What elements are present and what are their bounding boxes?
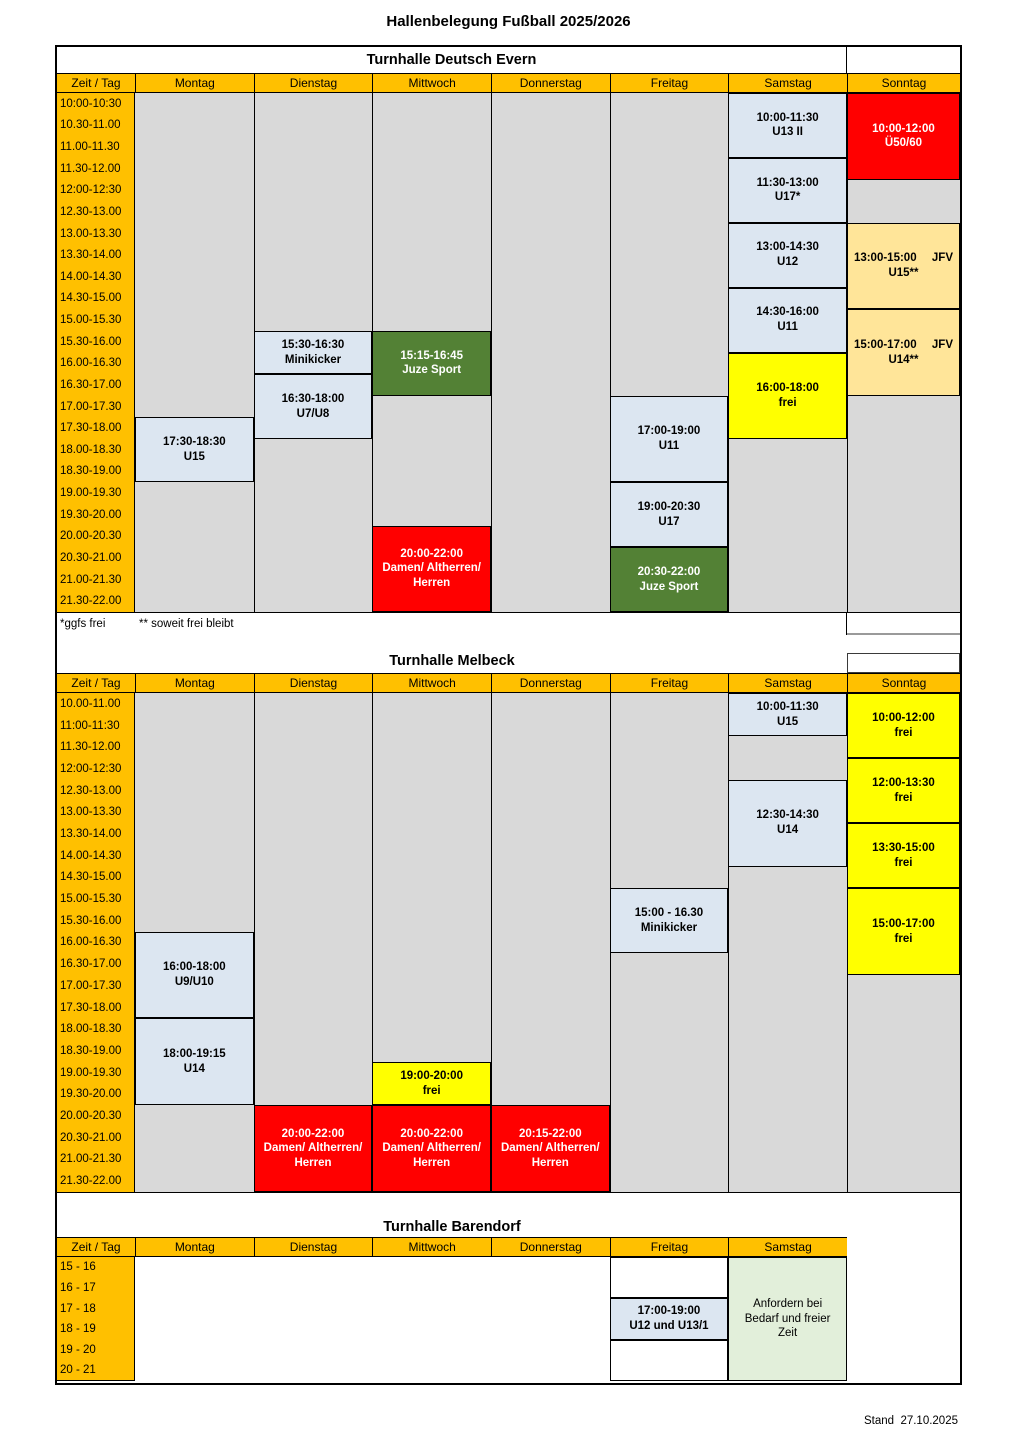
day-header-freitag: Freitag (610, 74, 729, 92)
time-slot-label: 14.30-15.00 (57, 867, 135, 889)
event-melbeck-mittwoch-3 (372, 1062, 491, 1105)
grid-artifact-line (847, 633, 960, 635)
event-melbeck-samstag-7 (728, 693, 847, 736)
day-header-mittwoch: Mittwoch (372, 1238, 491, 1256)
event-label: Minikicker (640, 921, 698, 934)
header-row-melbeck (57, 673, 960, 693)
time-slot-label: 15 - 16 (57, 1257, 135, 1278)
time-slot-label: 18.00-18.30 (57, 1018, 135, 1040)
time-slot-label: 14.00-14.30 (57, 845, 135, 867)
empty-cell (610, 1340, 729, 1381)
event-deutsch-evern-samstag-8 (728, 93, 847, 158)
event-label: U14 (183, 1062, 205, 1075)
event-time: 10:00-12:00 (872, 711, 935, 724)
event-tag: JFV (931, 338, 953, 351)
event-time: 13:00-14:30 (756, 241, 819, 254)
event-label: frei (894, 932, 913, 945)
event-time: 16:30-18:00 (281, 392, 345, 405)
event-melbeck-dienstag-2 (254, 1105, 373, 1192)
day-header-samstag: Samstag (728, 674, 847, 692)
event-label: frei (894, 856, 913, 869)
footnotes-row (57, 613, 847, 635)
event-label: Damen/ Altherren/ (263, 1142, 363, 1155)
event-deutsch-evern-mittwoch-3 (372, 331, 491, 396)
day-header-dienstag: Dienstag (254, 674, 373, 692)
event-first-line (848, 338, 959, 353)
event-label: U11 (658, 440, 680, 452)
day-header-sonntag: Sonntag (847, 74, 960, 92)
event-time: 15:00-17:00 (853, 338, 917, 351)
time-slot-label: 11.30-12.00 (57, 158, 135, 180)
event-label: frei (894, 726, 913, 739)
day-column-dienstag (254, 1257, 373, 1381)
event-first-line (848, 251, 959, 266)
event-label: frei (894, 791, 913, 804)
event-melbeck-donnerstag-5 (491, 1105, 610, 1192)
event-label: U11 (777, 321, 798, 334)
event-time: 18:00-19:15 (163, 1048, 226, 1061)
time-slot-label: 17.00-17.30 (57, 975, 135, 997)
time-slot-label: 18.00-18.30 (57, 439, 135, 461)
time-slot-label: 15.00-15.30 (57, 888, 135, 910)
event-time: 13:30-15:00 (872, 841, 935, 854)
time-slot-label: 13.00-13.30 (57, 223, 135, 245)
event-deutsch-evern-dienstag-1 (254, 331, 373, 374)
body-barendorf (57, 1257, 847, 1381)
table-title-melbeck: Turnhalle Melbeck (389, 653, 515, 669)
event-label: U9/U10 (174, 976, 214, 989)
time-slot-label: 21.00-21.30 (57, 1149, 135, 1171)
event-deutsch-evern-samstag-12 (728, 353, 847, 440)
event-time: 16:00-18:00 (756, 382, 819, 395)
event-label: Bedarf und freier (744, 1312, 831, 1325)
day-header-dienstag: Dienstag (254, 74, 373, 92)
time-slot-label: 18.30-19.00 (57, 1040, 135, 1062)
time-slot-label: 21.00-21.30 (57, 569, 135, 591)
event-label: U14 (777, 824, 799, 837)
time-slot-label: 17.30-18.00 (57, 417, 135, 439)
event-time: 10:00-11:30 (756, 700, 819, 713)
time-slot-label: 19.00-19.30 (57, 1062, 135, 1084)
day-column-montag (135, 1257, 254, 1381)
event-deutsch-evern-sonntag-13 (847, 93, 960, 180)
day-header-mittwoch: Mittwoch (372, 674, 491, 692)
zeit-tag-header: Zeit / Tag (57, 674, 135, 692)
time-slot-label: 19 - 20 (57, 1340, 135, 1361)
event-time: 20:15-22:00 (518, 1127, 582, 1140)
event-deutsch-evern-dienstag-2 (254, 374, 373, 439)
event-label: U12 (777, 256, 799, 269)
event-deutsch-evern-samstag-9 (728, 158, 847, 223)
footnote-ggfs-frei: *ggfs frei (60, 618, 106, 630)
event-time: 10:00-12:00 (872, 122, 935, 135)
event-label: Juze Sport (402, 364, 462, 377)
time-slot-label: 13.30-14.00 (57, 244, 135, 266)
event-label: Minikicker (284, 353, 342, 366)
day-header-samstag: Samstag (728, 1238, 847, 1256)
event-label: U17 (658, 515, 680, 528)
event-label: Zeit (778, 1327, 798, 1340)
event-deutsch-evern-freitag-7 (610, 547, 729, 612)
grid-artifact-cell (847, 653, 960, 673)
time-slot-label: 11.30-12.00 (57, 736, 135, 758)
footnote-soweit-frei: ** soweit frei bleibt (139, 618, 234, 630)
time-slot-label: 18 - 19 (57, 1319, 135, 1340)
event-tag: JFV (931, 252, 953, 265)
event-time: 16:00-18:00 (163, 961, 226, 974)
header-row-deutsch-evern (57, 73, 960, 93)
time-slot-label: 10.00-11.00 (57, 693, 135, 715)
event-label: U15 (777, 715, 799, 728)
day-column-donnerstag (491, 1257, 610, 1381)
event-time: 13:00-15:00 (853, 252, 917, 265)
time-slot-label: 17 - 18 (57, 1298, 135, 1319)
event-label: Herren (413, 577, 451, 590)
event-label: frei (778, 396, 797, 409)
event-label: Juze Sport (639, 580, 699, 593)
day-header-donnerstag: Donnerstag (491, 674, 610, 692)
zeit-tag-header: Zeit / Tag (57, 74, 135, 92)
event-barendorf-samstag-1 (728, 1257, 847, 1381)
day-header-freitag: Freitag (610, 1238, 729, 1256)
time-slot-label: 20.30-21.00 (57, 1127, 135, 1149)
time-slot-label: 11:00-11:30 (57, 715, 135, 737)
day-header-freitag: Freitag (610, 674, 729, 692)
time-slot-label: 16.00-16.30 (57, 353, 135, 375)
header-row-barendorf (57, 1237, 847, 1257)
event-time: 15:15-16:45 (400, 349, 463, 362)
event-label: U12 und U13/1 (629, 1319, 709, 1332)
event-melbeck-sonntag-10 (847, 758, 960, 823)
day-column-mittwoch (372, 1257, 491, 1381)
day-header-sonntag: Sonntag (847, 674, 960, 692)
event-label: U7/U8 (296, 407, 330, 420)
day-header-samstag: Samstag (728, 74, 847, 92)
event-melbeck-montag-0 (135, 932, 254, 1019)
event-label: Herren (294, 1156, 332, 1169)
event-team: U14** (888, 353, 919, 366)
event-time: Anfordern bei (753, 1297, 823, 1310)
event-time: 15:00 - 16.30 (634, 907, 704, 920)
zeit-tag-header: Zeit / Tag (57, 1238, 135, 1256)
event-time: 15:30-16:30 (281, 338, 345, 351)
page-title: Hallenbelegung Fußball 2025/2026 (386, 13, 631, 30)
event-time: 19:00-20:30 (637, 500, 701, 513)
empty-cell (610, 1257, 729, 1298)
time-slot-label: 18.30-19.00 (57, 461, 135, 483)
day-header-montag: Montag (135, 1238, 254, 1256)
time-slot-label: 13.30-14.00 (57, 823, 135, 845)
event-time: 17:00-19:00 (637, 1305, 701, 1318)
event-melbeck-sonntag-12 (847, 888, 960, 975)
event-time: 20:00-22:00 (400, 547, 463, 560)
time-slot-label: 20.30-21.00 (57, 547, 135, 569)
event-time: 17:30-18:30 (163, 436, 226, 449)
time-slot-label: 15.30-16.00 (57, 331, 135, 353)
day-header-montag: Montag (135, 74, 254, 92)
event-time: 14:30-16:00 (756, 306, 819, 319)
event-time: 15:00-17:00 (872, 917, 935, 930)
event-deutsch-evern-mittwoch-4 (372, 526, 491, 613)
event-deutsch-evern-sonntag-15 (847, 309, 960, 396)
event-melbeck-samstag-8 (728, 780, 847, 867)
day-column-montag (135, 93, 254, 612)
day-header-mittwoch: Mittwoch (372, 74, 491, 92)
time-slot-label: 10.30-11.00 (57, 115, 135, 137)
event-label: U17* (774, 191, 801, 204)
event-label: frei (422, 1084, 441, 1097)
event-deutsch-evern-montag-0 (135, 417, 254, 482)
time-slot-label: 15.30-16.00 (57, 910, 135, 932)
event-melbeck-sonntag-11 (847, 823, 960, 888)
event-time: 10:00-11:30 (756, 111, 819, 124)
event-deutsch-evern-sonntag-14 (847, 223, 960, 310)
time-slot-label: 20.00-20.30 (57, 1105, 135, 1127)
time-slot-label: 20.00-20.30 (57, 526, 135, 548)
time-slot-label: 12.30-13.00 (57, 201, 135, 223)
day-header-montag: Montag (135, 674, 254, 692)
stand-date: Stand 27.10.2025 (864, 1415, 958, 1427)
day-header-donnerstag: Donnerstag (491, 1238, 610, 1256)
event-deutsch-evern-samstag-10 (728, 223, 847, 288)
event-label: Ü50/60 (884, 137, 923, 150)
time-slot-label: 16.00-16.30 (57, 932, 135, 954)
event-time: 20:00-22:00 (281, 1127, 345, 1140)
time-slot-label: 16.30-17.00 (57, 953, 135, 975)
time-slot-label: 16.30-17.00 (57, 374, 135, 396)
event-melbeck-montag-1 (135, 1018, 254, 1105)
time-slot-label: 19.30-20.00 (57, 504, 135, 526)
time-slot-label: 11.00-11.30 (57, 136, 135, 158)
table-title-deutsch-evern: Turnhalle Deutsch Evern (57, 47, 847, 73)
time-slot-label: 21.30-22.00 (57, 1170, 135, 1192)
time-slot-label: 13.00-13.30 (57, 801, 135, 823)
time-slot-label: 19.00-19.30 (57, 482, 135, 504)
time-slot-label: 14.00-14.30 (57, 266, 135, 288)
event-label: Damen/ Altherren/ (382, 1142, 481, 1155)
day-header-dienstag: Dienstag (254, 1238, 373, 1256)
time-slot-label: 17.00-17.30 (57, 396, 135, 418)
event-melbeck-sonntag-9 (847, 693, 960, 758)
time-slot-label: 17.30-18.00 (57, 997, 135, 1019)
body-deutsch-evern (57, 93, 960, 613)
event-label: Herren (531, 1156, 569, 1169)
time-slot-label: 12.30-13.00 (57, 780, 135, 802)
event-label: Damen/ Altherren/ (382, 562, 481, 575)
time-slot-label: 12:00-12:30 (57, 180, 135, 202)
time-slot-label: 19.30-20.00 (57, 1084, 135, 1106)
time-slot-label: 16 - 17 (57, 1278, 135, 1299)
day-column-samstag (728, 693, 847, 1192)
event-label: U13 II (772, 126, 803, 139)
event-label: U15 (183, 450, 205, 463)
table-title-barendorf: Turnhalle Barendorf (383, 1219, 521, 1235)
event-barendorf-freitag-0 (610, 1298, 729, 1339)
event-time: 17:00-19:00 (637, 425, 701, 438)
event-time: 20:30-22:00 (637, 565, 701, 578)
time-slot-label: 21.30-22.00 (57, 590, 135, 612)
event-time: 20:00-22:00 (400, 1127, 463, 1140)
day-column-donnerstag (491, 93, 610, 612)
day-header-donnerstag: Donnerstag (491, 74, 610, 92)
event-deutsch-evern-samstag-11 (728, 288, 847, 353)
event-deutsch-evern-freitag-5 (610, 396, 729, 483)
event-melbeck-mittwoch-4 (372, 1105, 491, 1192)
time-slot-label: 14.30-15.00 (57, 288, 135, 310)
time-slot-label: 15.00-15.30 (57, 309, 135, 331)
event-label: Damen/ Altherren/ (500, 1142, 600, 1155)
time-slot-label: 12:00-12:30 (57, 758, 135, 780)
event-label: Herren (413, 1156, 451, 1169)
time-slot-label: 20 - 21 (57, 1360, 135, 1381)
event-time: 12:30-14:30 (756, 809, 819, 822)
event-time: 12:00-13:30 (872, 776, 935, 789)
event-melbeck-freitag-6 (610, 888, 729, 953)
event-time: 19:00-20:00 (400, 1069, 463, 1082)
event-time: 11:30-13:00 (756, 176, 819, 189)
time-slot-label: 10:00-10:30 (57, 93, 135, 115)
body-melbeck (57, 693, 960, 1193)
sheet-border (55, 45, 962, 1385)
event-team: U15** (888, 267, 919, 279)
event-deutsch-evern-freitag-6 (610, 482, 729, 547)
